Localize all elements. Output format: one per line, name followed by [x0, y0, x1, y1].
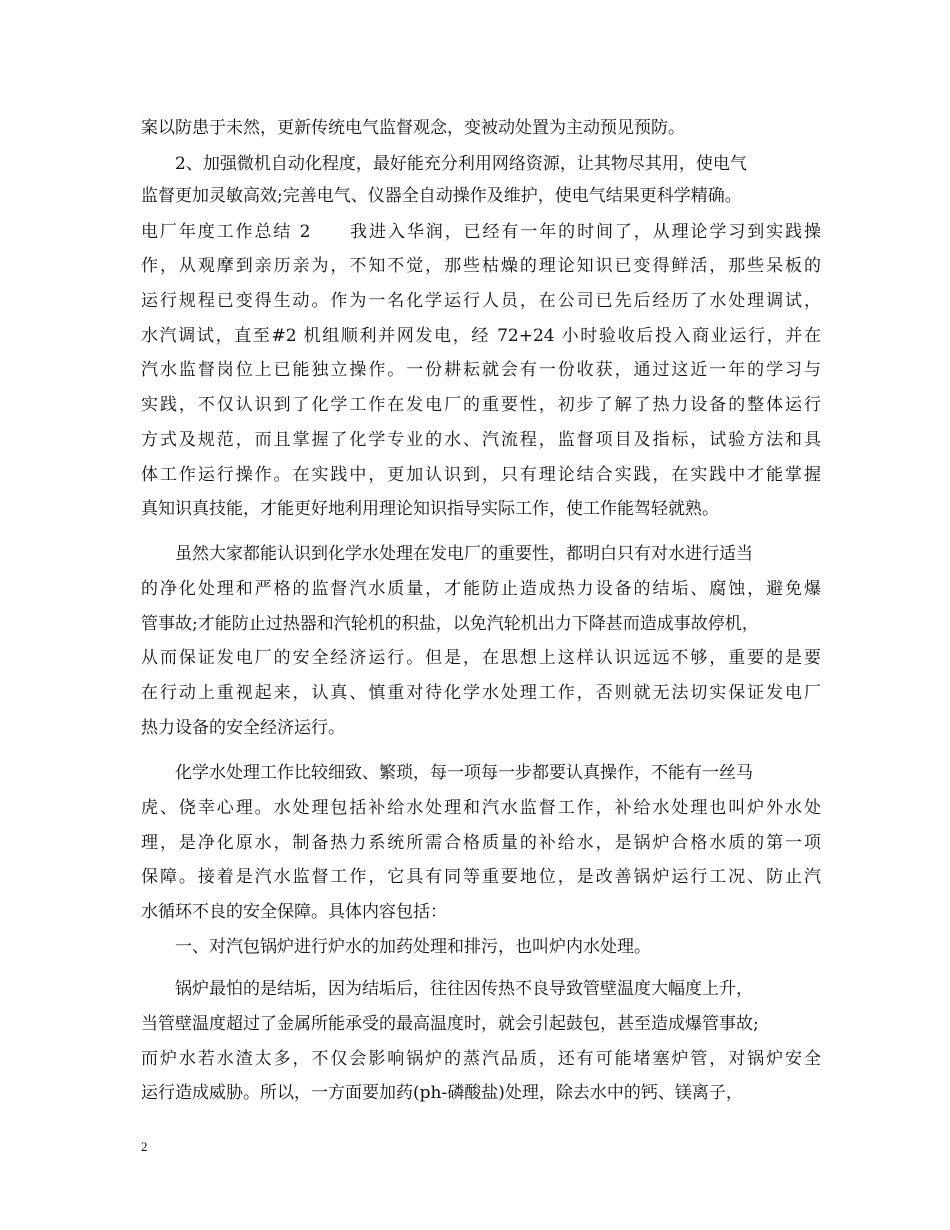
text-line: 作，从观摩到亲历亲为，不知不觉，那些枯燥的理论知识已变得鲜活，那些呆板的: [141, 256, 821, 276]
text-line: 从而保证发电厂的安全经济运行。但是，在思想上这样认识远远不够，重要的是要: [141, 648, 821, 668]
text-line: 水循环不良的安全保障。具体内容包括：: [141, 902, 447, 922]
text-line: 锅炉最怕的是结垢，因为结垢后，往往因传热不良导致管壁温度大幅度上升，: [175, 979, 753, 999]
text-line: 而炉水若水渣太多，不仅会影响锅炉的蒸汽品质，还有可能堵塞炉管，对锅炉安全: [141, 1049, 821, 1069]
text-line: 理，是净化原水，制备热力系统所需合格质量的补给水，是锅炉合格水质的第一项: [141, 833, 821, 853]
text-line: 体工作运行操作。在实践中，更加认识到，只有理论结合实践，在实践中才能掌握: [141, 465, 821, 485]
text-line: 案以防患于未然，更新传统电气监督观念，变被动处置为主动预见预防。: [141, 118, 685, 138]
text-line: 真知识真技能，才能更好地利用理论知识指导实际工作，使工作能驾轻就熟。: [141, 499, 719, 519]
text-line: 虽然大家都能认识到化学水处理在发电厂的重要性，都明白只有对水进行适当: [175, 544, 753, 564]
text-line: 在行动上重视起来，认真、慎重对待化学水处理工作，否则就无法切实保证发电厂: [141, 683, 821, 703]
text-line: 虎、侥幸心理。水处理包括补给水处理和汽水监督工作，补给水处理也叫炉外水处: [141, 798, 821, 818]
text-line: 热力设备的安全经济运行。: [141, 718, 345, 738]
text-line: 运行造成威胁。所以，一方面要加药(ph-磷酸盐)处理，除去水中的钙、镁离子，: [141, 1083, 743, 1103]
text-line: 管事故;才能防止过热器和汽轮机的积盐，以免汽轮机出力下降甚而造成事故停机，: [141, 614, 759, 634]
text-line: 当管壁温度超过了金属所能承受的最高温度时，就会引起鼓包，甚至造成爆管事故;: [141, 1014, 759, 1034]
text-line: 保障。接着是汽水监督工作，它具有同等重要地位，是改善锅炉运行工况、防止汽: [141, 867, 821, 887]
page-number: 2: [141, 1139, 148, 1154]
text-line: 的净化处理和严格的监督汽水质量，才能防止造成热力设备的结垢、腐蚀，避免爆: [141, 579, 821, 599]
text-line: 2、加强微机自动化程度，最好能充分利用网络资源，让其物尽其用，使电气: [175, 154, 747, 174]
text-line: 运行规程已变得生动。作为一名化学运行人员，在公司已先后经历了水处理调试，: [141, 291, 821, 311]
text-line: 化学水处理工作比较细致、繁琐，每一项每一步都要认真操作，不能有一丝马: [175, 763, 753, 783]
text-line: 一、对汽包锅炉进行炉水的加药处理和排污，也叫炉内水处理。: [175, 937, 651, 957]
text-line: 电厂年度工作总结 2 我进入华润，已经有一年的时间了，从理论学习到实践操: [141, 222, 821, 242]
text-line: 监督更加灵敏高效;完善电气、仪器全自动操作及维护，使电气结果更科学精确。: [141, 186, 742, 206]
text-line: 水汽调试，直至#2 机组顺利并网发电，经 72+24 小时验收后投入商业运行，并在: [141, 326, 821, 346]
text-line: 汽水监督岗位上已能独立操作。一份耕耘就会有一份收获，通过这近一年的学习与: [141, 360, 821, 380]
text-line: 实践，不仅认识到了化学工作在发电厂的重要性，初步了解了热力设备的整体运行: [141, 395, 821, 415]
text-line: 方式及规范，而且掌握了化学专业的水、汽流程，监督项目及指标，试验方法和具: [141, 430, 821, 450]
